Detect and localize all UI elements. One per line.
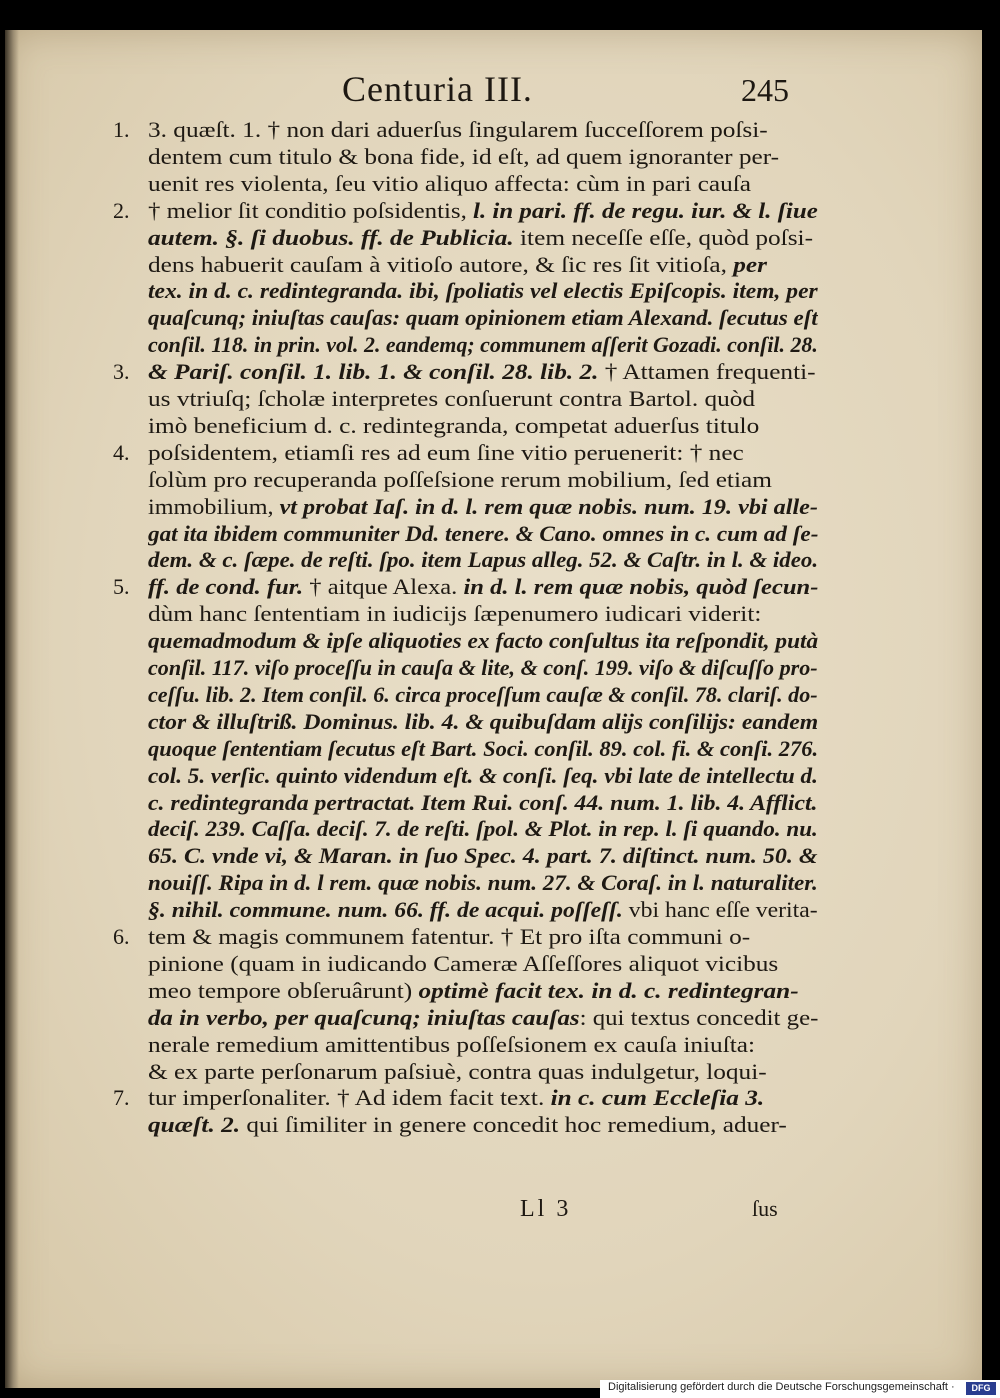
citation-text: nouiſſ. Ripa in d. l rem. quæ nobis. num. 27. & Coraſ. in l. naturaliter. (148, 870, 818, 895)
citation-text: tex. in d. c. redintegranda. ibi, ſpoliatis vel electis Epiſcopis. item, per (148, 278, 818, 303)
body-text: : qui textus concedit ge- (579, 1005, 818, 1030)
citation-text: §. nihil. commune. num. 66. ff. de acqui. poſſeſſ. (148, 897, 623, 922)
text-line (148, 870, 818, 896)
text-line (148, 144, 818, 170)
body-text: meo tempore obſeruârunt) (148, 978, 419, 1003)
citation-text: optimè facit tex. in d. c. redintegran- (418, 978, 799, 1003)
text-line (148, 1112, 818, 1138)
text-line (148, 951, 818, 977)
text-line (148, 736, 818, 762)
citation-text: conſil. 118. in prin. vol. 2. eandemq; communem aſſerit Gozadi. conſil. 28. (148, 332, 818, 357)
text-line (148, 574, 818, 600)
body-text: & ex parte perſonarum paſsiuè, contra quas indulgetur, loqui- (148, 1059, 767, 1084)
text-line (148, 1059, 818, 1085)
body-text: pinione (quam in iudicando Cameræ Aſſeſſores aliquot vicibus (148, 951, 779, 976)
text-line (148, 467, 818, 493)
body-text: dens habuerit cauſam à vitioſo autore, & ſic res ſit vitioſa, (148, 252, 734, 277)
page-header (0, 68, 1000, 110)
text-line (148, 601, 818, 627)
text-line (148, 1085, 818, 1111)
text-line (148, 413, 818, 439)
body-text: † melior ſit conditio poſsidentis, (148, 198, 474, 223)
text-line (148, 440, 818, 466)
margin-number: 3. (113, 359, 130, 384)
citation-text: col. 5. verſic. quinto videndum eſt. & conſi. ſeq. vbi late de intellectu d. (148, 763, 818, 788)
catchword: ſus (752, 1196, 778, 1221)
text-line (148, 171, 818, 197)
body-text: nerale remedium amittentibus poſſeſsionem ex cauſa iniuſta: (148, 1032, 756, 1057)
citation-text: deciſ. 239. Caſſa. deciſ. 7. de reſti. ſpol. & Plot. in rep. l. ſi quando. nu. (148, 816, 818, 841)
credit-text: Digitalisierung gefördert durch die Deutsche Forschungsgemeinschaft · (608, 1381, 955, 1393)
body-text: † Attamen frequenti- (598, 359, 816, 384)
body-text: 3. quæſt. 1. † non dari aduerſus ſingularem ſucceſſorem poſsi- (148, 117, 768, 142)
text-line (148, 117, 818, 143)
text-line (148, 305, 818, 331)
margin-number: 4. (113, 440, 130, 465)
body-text: immobilium, (148, 494, 280, 519)
margin-number: 2. (113, 198, 130, 223)
body-text: ſolùm pro recuperanda poſſeſsione rerum mobilium, ſed etiam (148, 467, 772, 492)
text-line (148, 816, 818, 842)
margin-number: 7. (113, 1085, 130, 1110)
dfg-logo: DFG (966, 1382, 996, 1395)
credit-bar (600, 1380, 1000, 1398)
text-line (148, 655, 818, 681)
text-line (148, 225, 818, 251)
body-text: dentem cum titulo & bona fide, id eſt, ad quem ignoranter per- (148, 144, 780, 169)
text-line (148, 547, 818, 573)
citation-text: c. redintegranda pertractat. Item Rui. conſ. 44. num. 1. lib. 4. Afflict. (148, 790, 818, 815)
text-line (148, 790, 818, 816)
text-line (148, 494, 818, 520)
body-text: tem & magis communem fatentur. † Et pro iſta communi o- (148, 924, 751, 949)
citation-text: & Pariſ. conſil. 1. lib. 1. & conſil. 28. lib. 2. (148, 359, 599, 384)
text-line (148, 709, 818, 735)
citation-text: ceſſu. lib. 2. Item conſil. 6. circa proceſſum cauſæ & conſil. 78. clariſ. do- (148, 682, 818, 707)
body-text: tur imperſonaliter. † Ad idem facit text. (148, 1085, 551, 1110)
text-line (148, 278, 818, 304)
body-text: dùm hanc ſententiam in iudicijs ſæpenumero iudicari viderit: (148, 601, 762, 626)
binding-gutter (5, 30, 19, 1388)
body-text: item neceſſe eſſe, quòd poſsi- (513, 225, 814, 250)
margin-number: 6. (113, 924, 130, 949)
body-text: qui ſimiliter in genere concedit hoc remedium, aduer- (240, 1112, 787, 1137)
citation-text: da in verbo, per quaſcunq; iniuſtas cauſas (148, 1005, 580, 1030)
text-line (148, 386, 818, 412)
margin-number: 5. (113, 574, 130, 599)
body-text: vbi hanc eſſe verita- (622, 897, 818, 922)
text-line (148, 332, 818, 358)
citation-text: ctor & illuſtriß. Dominus. lib. 4. & quibuſdam alijs conſilijs: eandem (148, 709, 818, 734)
text-line (148, 521, 818, 547)
citation-text: vt probat Iaſ. in d. l. rem quæ nobis. num. 19. vbi alle- (279, 494, 818, 519)
citation-text: quæſt. 2. (148, 1112, 241, 1137)
text-line (148, 628, 818, 654)
text-line (148, 252, 818, 278)
text-line (148, 978, 818, 1004)
citation-text: quemadmodum & ipſe aliquoties ex facto conſultus ita reſpondit, putà (148, 628, 818, 653)
citation-text: l. in pari. ff. de regu. iur. & l. ſiue (473, 198, 818, 223)
citation-text: in d. l. rem quæ nobis, quòd ſecun- (463, 574, 818, 599)
text-line (148, 682, 818, 708)
body-text: imò beneficium d. c. redintegranda, competat aduerſus titulo (148, 413, 760, 438)
citation-text: ff. de cond. fur. (148, 574, 304, 599)
citation-text: quaſcunq; iniuſtas cauſas: quam opinionem etiam Alexand. ſecutus eſt (148, 305, 818, 330)
page-number: 245 (741, 72, 789, 108)
text-line (148, 897, 818, 923)
text-line (148, 1032, 818, 1058)
running-title: Centuria III. (342, 69, 533, 109)
text-line (148, 1005, 818, 1031)
body-text: poſsidentem, etiamſi res ad eum ſine vitio peruenerit: † nec (148, 440, 744, 465)
citation-text: in c. cum Eccleſia 3. (550, 1085, 765, 1110)
body-text: † aitque Alexa. (303, 574, 464, 599)
text-line (148, 924, 818, 950)
text-line (148, 763, 818, 789)
text-line (148, 198, 818, 224)
body-text: uenit res violenta, ſeu vitio aliquo affecta: cùm in pari cauſa (148, 171, 752, 196)
citation-text: dem. & c. ſæpe. de reſti. ſpo. item Lapus alleg. 52. & Caſtr. in l. & ideo. (148, 547, 818, 572)
citation-text: quoque ſententiam ſecutus eſt Bart. Soci. conſil. 89. col. fi. & conſi. 276. (148, 736, 818, 761)
text-line (148, 359, 818, 385)
citation-text: 65. C. vnde vi, & Maran. in ſuo Spec. 4. part. 7. diſtinct. num. 50. & (148, 843, 818, 868)
citation-text: conſil. 117. viſo proceſſu in cauſa & lite, & conſ. 199. viſo & diſcuſſo pro- (148, 655, 818, 680)
margin-number: 1. (113, 117, 130, 142)
text-line (148, 843, 818, 869)
citation-text: per (733, 252, 767, 277)
citation-text: autem. §. ſi duobus. ff. de Publicia. (148, 225, 514, 250)
citation-text: gat ita ibidem communiter Dd. tenere. & Cano. omnes in c. cum ad ſe- (148, 521, 818, 546)
body-text: us vtriuſq; ſcholæ interpretes conſuerunt contra Bartol. quòd (148, 386, 756, 411)
signature-mark: Ll 3 (520, 1196, 572, 1222)
